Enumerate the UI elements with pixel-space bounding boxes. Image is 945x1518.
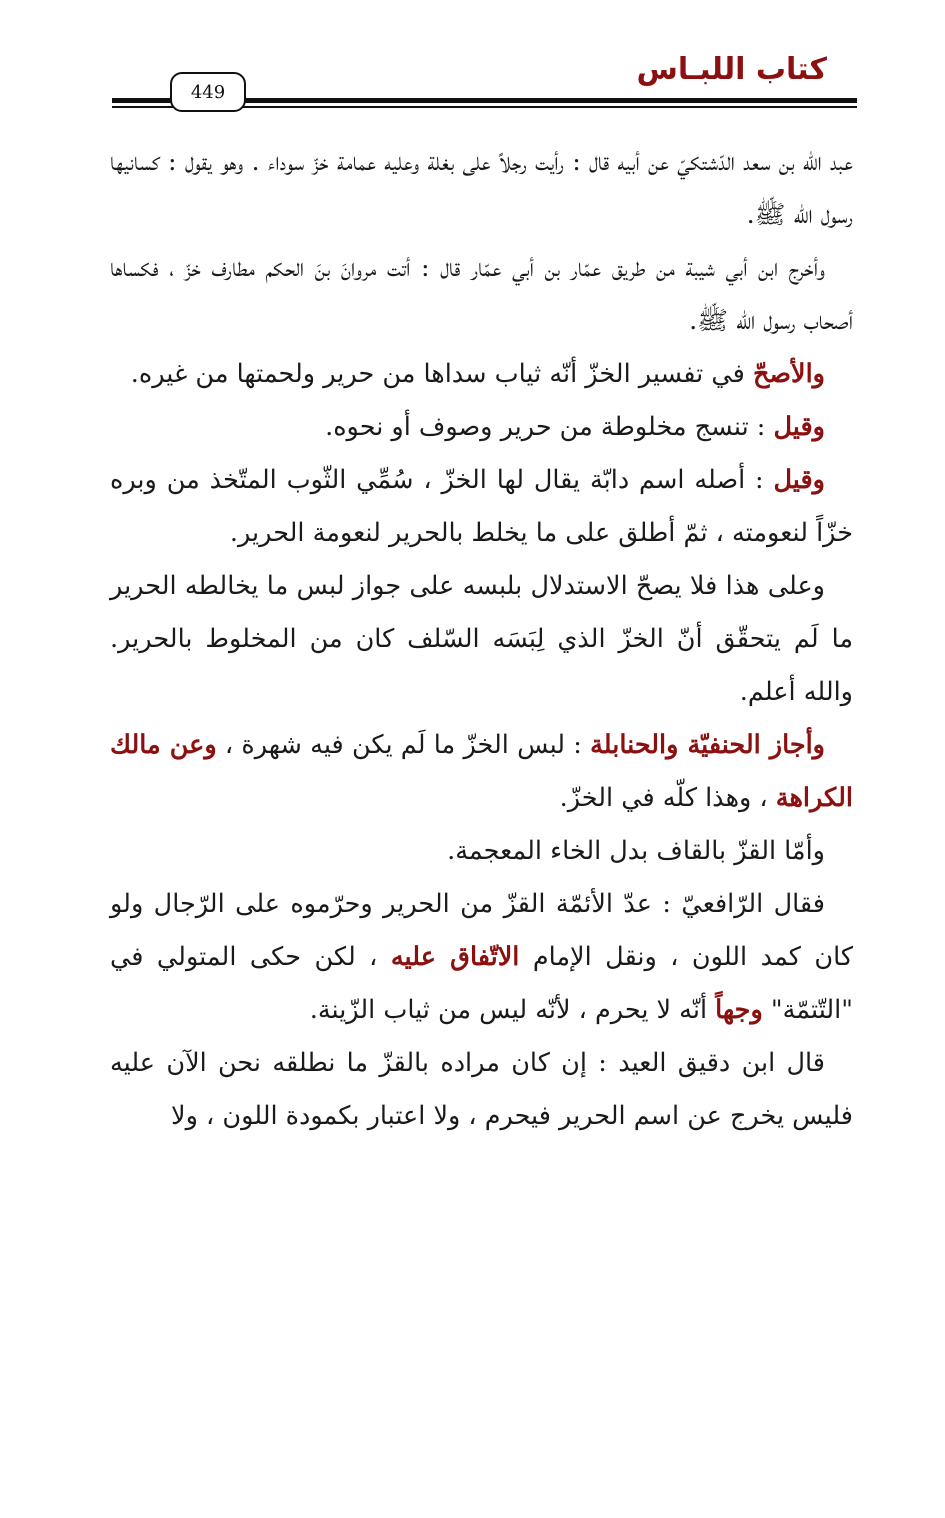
highlight-term: وعن مالك الكراهة (110, 730, 853, 813)
paragraph-text: وأخرج ابن أبي شيبة من طريق عمّار بن أبي عمّار قال : أتت مروانَ بنَ الحكم مطارف خزّ ، فكساها أصحاب رسول الله ﷺ. (110, 253, 853, 336)
paragraph (110, 348, 853, 401)
paragraph-text: ، لكن حكى المتولي في "التّتمّة" (110, 942, 853, 1025)
paragraph-text: قال ابن دقيق العيد : إن كان مراده بالقزّ ما نطلقه نحن الآن عليه فليس يخرج عن اسم الحرير فيحرم ، ولا اعتبار بكمودة اللون ، ولا (110, 1048, 853, 1131)
paragraph-text: ، وهذا كلّه في الخزّ. (559, 783, 776, 813)
paragraph (110, 136, 853, 242)
highlight-term: الاتّفاق عليه (390, 942, 520, 972)
paragraph-text: : لبس الخزّ ما لَم يكن فيه شهرة ، (216, 730, 591, 760)
paragraph-text: فقال الرّافعيّ : عدّ الأئمّة القزّ من الحرير وحرّموه على الرّجال ولو كان كمد اللون ، ونقل الإمام (110, 889, 853, 972)
paragraph (110, 1037, 853, 1143)
paragraph-text: وأمّا القزّ بالقاف بدل الخاء المعجمة. (447, 836, 825, 866)
paragraph (110, 719, 853, 825)
paragraph-text: : أصله اسم دابّة يقال لها الخزّ ، سُمِّي الثّوب المتّخذ من وبره خزّاً لنعومته ، ثمّ أطلق على ما يخلط بالحرير لنعومة الحرير. (110, 465, 853, 548)
paragraph (110, 454, 853, 560)
highlight-term: وجهاً (715, 995, 763, 1025)
paragraph (110, 242, 853, 348)
paragraph (110, 878, 853, 1037)
paragraph-text: عبد الله بن سعد الدّشتكيّ عن أبيه قال : رأيت رجلاً على بغلة وعليه عمامة خزّ سوداء . وهو يقول : كسانيها رسول الله ﷺ. (110, 147, 853, 230)
paragraph (110, 401, 853, 454)
paragraph-text: أنّه لا يحرم ، لأنّه ليس من ثياب الزّينة. (309, 995, 716, 1025)
body-text (110, 136, 853, 1143)
paragraph-text: : تنسج مخلوطة من حرير وصوف أو نحوه. (325, 412, 774, 442)
highlight-term: وقيل (773, 412, 825, 442)
highlight-term: وقيل (773, 465, 825, 495)
book-title: كتاب اللبـاس (636, 52, 827, 87)
highlight-term: والأصحّ (752, 359, 825, 389)
page-number: 449 (170, 72, 246, 112)
paragraph (110, 560, 853, 719)
paragraph-text: في تفسير الخزّ أنّه ثياب سداها من حرير ولحمتها من غيره. (130, 359, 753, 389)
paragraph (110, 825, 853, 878)
page-header (0, 0, 945, 130)
paragraph-text: وعلى هذا فلا يصحّ الاستدلال بلبسه على جواز لبس ما يخالطه الحرير ما لَم يتحقّق أنّ الخزّ الذي لِبَسَه السّلف كان من المخلوط بالحرير. والله أعلم. (110, 571, 853, 707)
highlight-term: وأجاز الحنفيّة والحنابلة (590, 730, 825, 760)
